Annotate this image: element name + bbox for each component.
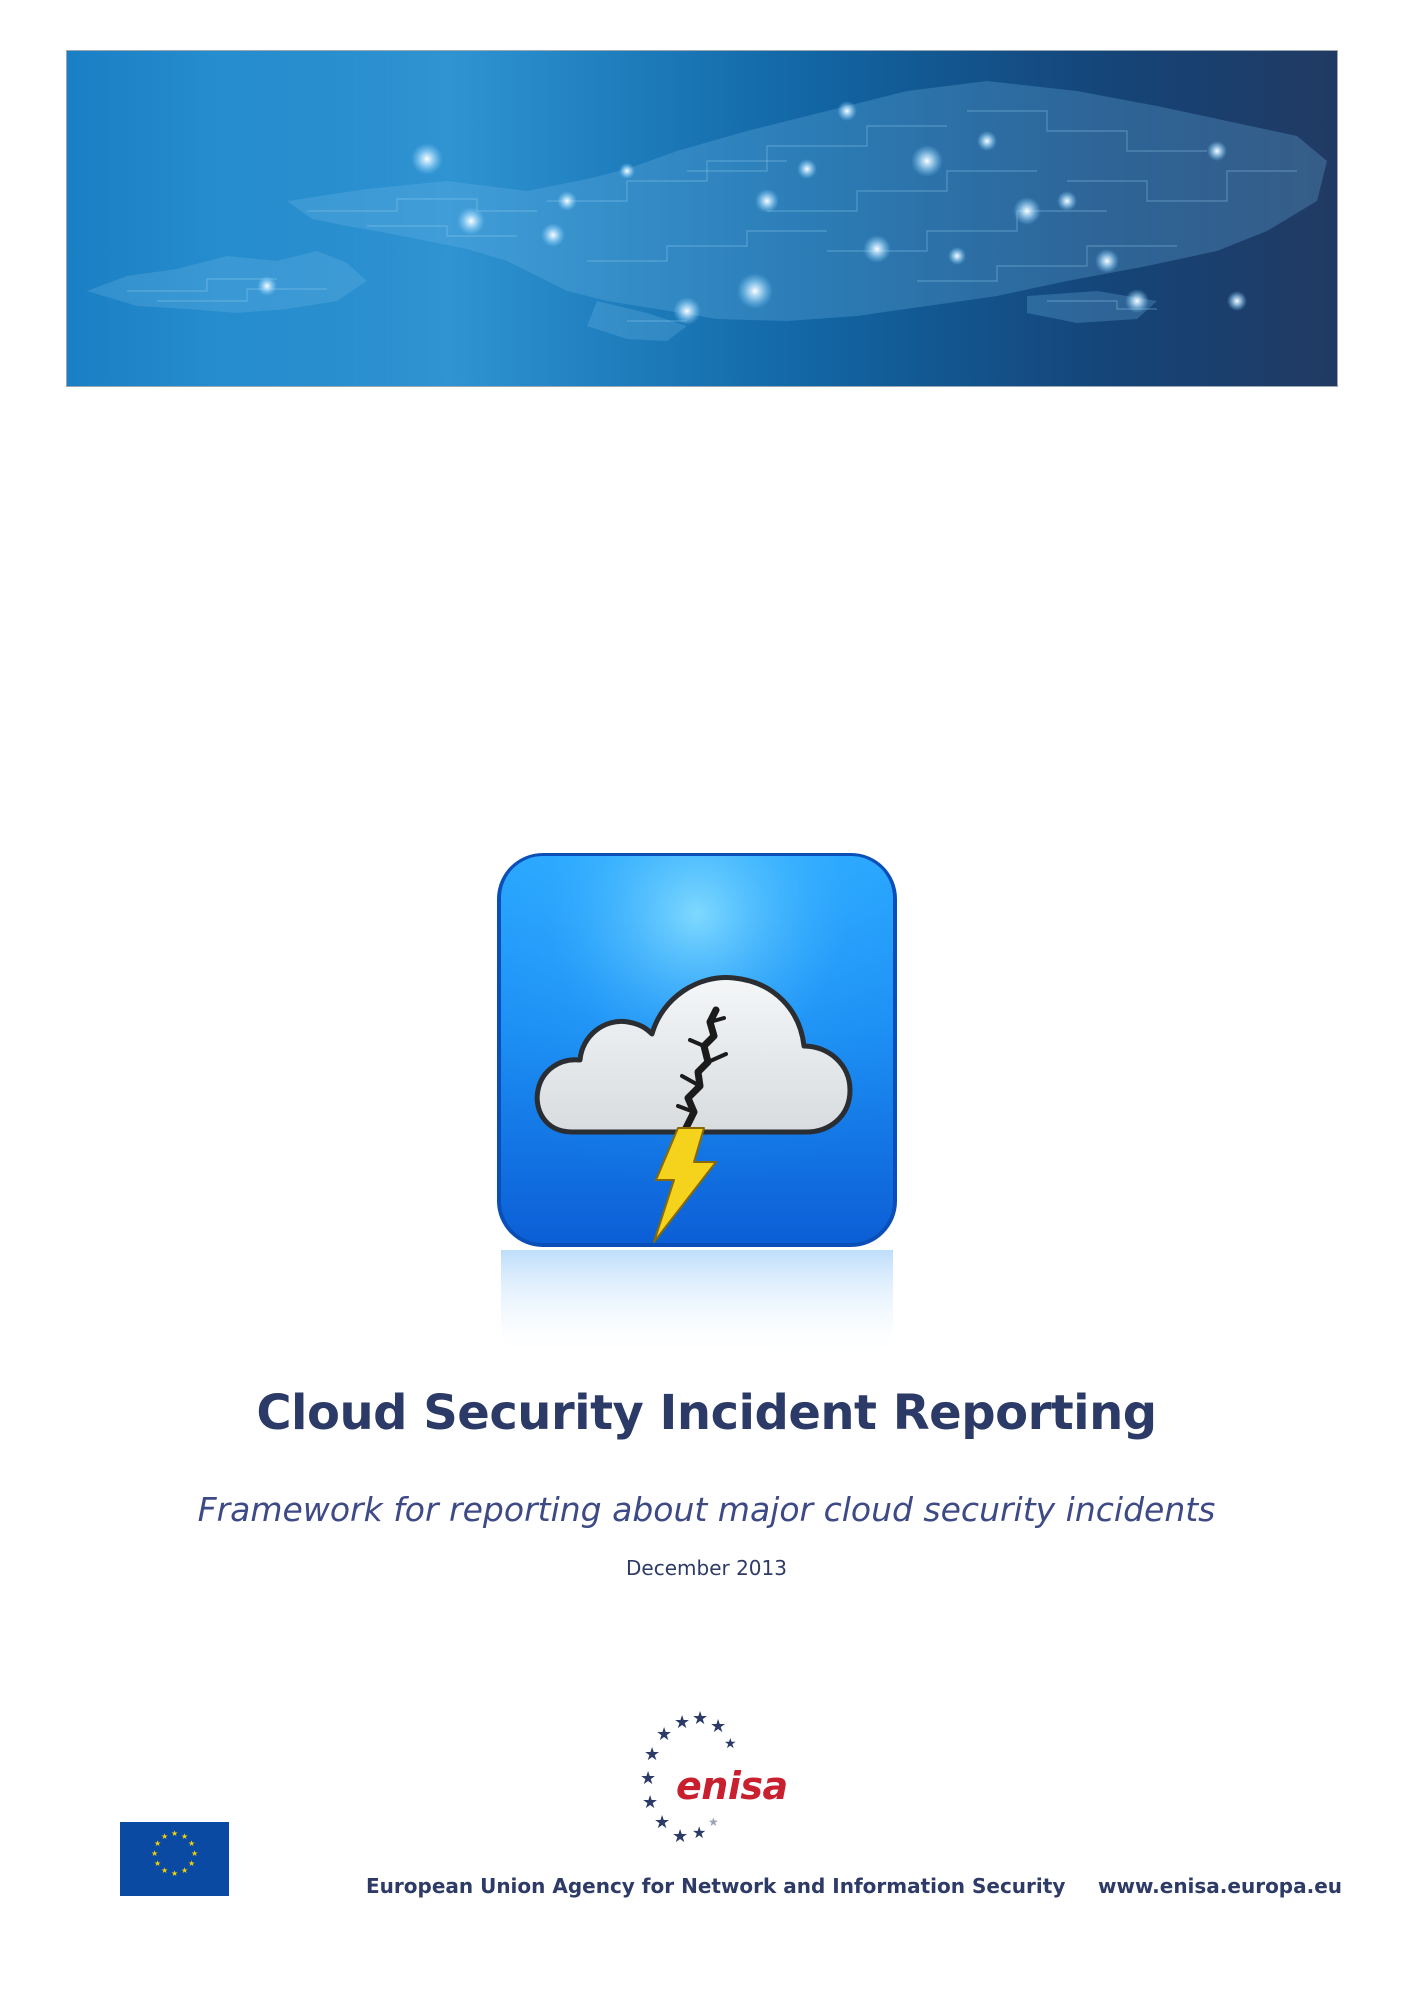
svg-text:★: ★	[654, 1812, 671, 1833]
svg-text:★: ★	[640, 1768, 657, 1789]
svg-text:★: ★	[188, 1859, 196, 1868]
svg-text:★: ★	[672, 1826, 689, 1847]
svg-text:★: ★	[692, 1708, 709, 1729]
svg-text:★: ★	[191, 1849, 199, 1858]
website-link[interactable]: www.enisa.europa.eu	[1098, 1874, 1343, 1898]
svg-text:★: ★	[161, 1866, 169, 1875]
svg-text:★: ★	[710, 1716, 727, 1737]
svg-text:★: ★	[181, 1832, 189, 1841]
svg-text:★: ★	[161, 1832, 169, 1841]
document-subtitle: Framework for reporting about major cloud security incidents	[197, 1490, 1216, 1529]
svg-text:★: ★	[151, 1849, 159, 1858]
document-title: Cloud Security Incident Reporting	[256, 1385, 1157, 1441]
digital-europe-map-banner	[66, 50, 1338, 387]
svg-text:★: ★	[171, 1869, 179, 1878]
svg-text:★: ★	[154, 1859, 162, 1868]
svg-text:★: ★	[171, 1829, 179, 1838]
svg-text:★: ★	[708, 1815, 719, 1829]
eu-flag-icon	[120, 1822, 229, 1896]
enisa-logo-text: enisa	[676, 1764, 788, 1808]
svg-text:★: ★	[188, 1839, 196, 1848]
svg-text:★: ★	[642, 1792, 659, 1813]
svg-text:★: ★	[644, 1744, 661, 1765]
icon-reflection	[494, 1250, 900, 1360]
svg-text:★: ★	[724, 1736, 737, 1752]
svg-text:★: ★	[181, 1866, 189, 1875]
svg-text:★: ★	[692, 1823, 707, 1842]
publication-date: December 2013	[626, 1556, 787, 1580]
svg-text:★: ★	[154, 1839, 162, 1848]
broken-cloud-lightning-icon	[494, 850, 900, 1250]
agency-name: European Union Agency for Network and Information Security	[366, 1874, 1066, 1898]
svg-text:★: ★	[656, 1724, 673, 1745]
svg-text:★: ★	[674, 1712, 691, 1733]
